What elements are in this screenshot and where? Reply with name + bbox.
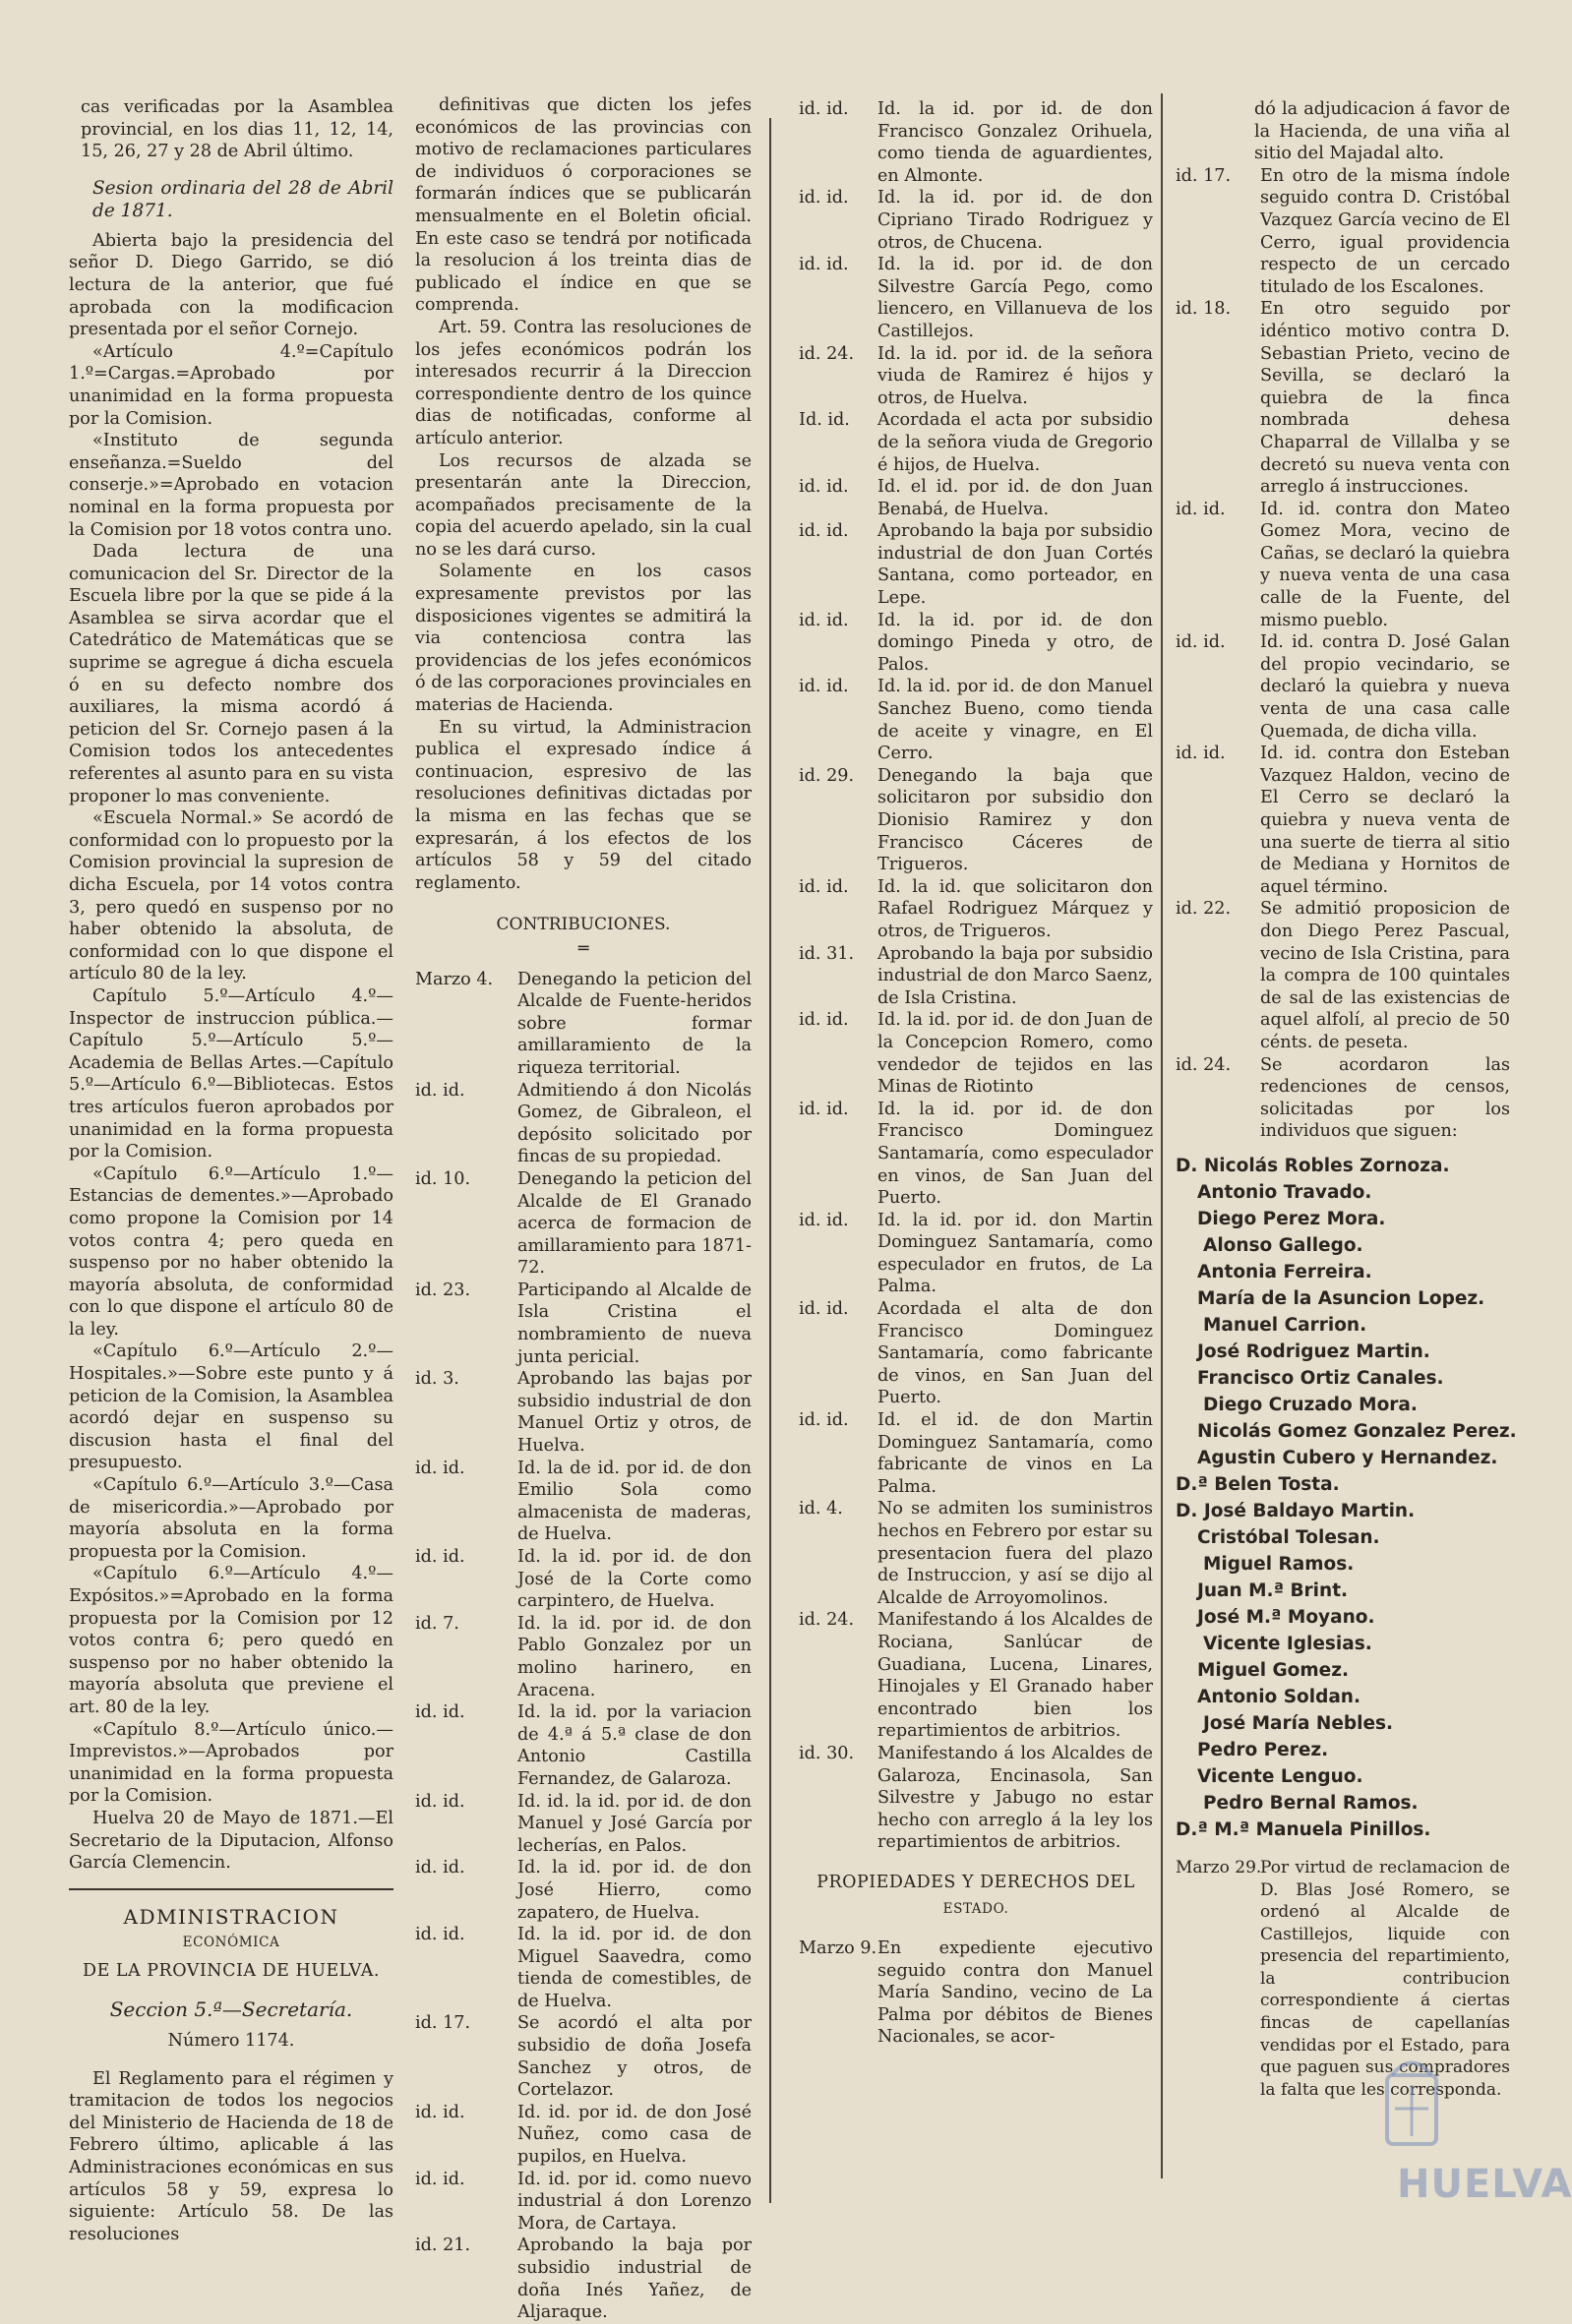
person-name: Vicente Iglesias. xyxy=(1203,1633,1372,1654)
resolution-entry xyxy=(1176,898,1510,1053)
entry-date: id. id. xyxy=(799,1099,849,1119)
entry-text: Denegando la baja que solicitaron por subsidio don Dionisio Ramirez y don Francisco Cáceres de Trigueros. xyxy=(877,765,1153,875)
person-name: Pedro Perez. xyxy=(1197,1739,1329,1760)
person-name: Agustin Cubero y Hernandez. xyxy=(1197,1447,1498,1468)
paragraph: En su virtud, la Administracion publica el expresado índice á continuacion, espresivo de las resoluciones definitivas dictadas por la misma en las fechas que se expresarán, á los efectos de los artículos 58 y 59 del citado reglamento. xyxy=(415,717,752,893)
entry-text: En expediente ejecutivo seguido contra don Manuel María Sandino, vecino de La Palma por débitos de Bienes Nacionales, se acor- xyxy=(877,1938,1153,2048)
entry-text: Id. la id. por id. de don José de la Corte como carpintero, de Huelva. xyxy=(517,1547,752,1612)
paragraph: «Artículo 4.º=Capítulo 1.º=Cargas.=Aprobado por unanimidad en la forma propuesta por la Comision. xyxy=(69,341,393,429)
resolution-entry xyxy=(799,98,1153,187)
entry-date: id. 22. xyxy=(1176,899,1232,920)
entry-text: Manifestando á los Alcaldes de Rociana, Sanlúcar de Guadiana, Lucena, Linares, Hinojales y El Granado haber encontrado bien los repartimientos de arbitrios. xyxy=(877,1610,1153,1742)
entry-date: id. id. xyxy=(415,1458,465,1478)
resolution-entry xyxy=(799,1498,1153,1609)
paragraph: Capítulo 5.º—Artículo 4.º—Inspector de instruccion pública.—Capítulo 5.º—Artículo 5.º—Academia de Bellas Artes.—Capítulo 5.º—Artículo 6.º—Bibliotecas. Estos tres artículos fueron aprobados por unanimidad en la forma propuesta por la Comision. xyxy=(69,985,393,1162)
paragraph: «Instituto de segunda enseñanza.=Sueldo del conserje.»=Aprobado en votacion nominal en la forma propuesta por la Comision por 18 votos contra uno. xyxy=(69,431,393,540)
entry-text: Admitiendo á don Nicolás Gomez, de Gibraleon, el depósito solicitado por fincas de su propiedad. xyxy=(517,1080,752,1167)
entry-text: Aprobando la baja por subsidio industrial de don Marco Saenz, de Isla Cristina. xyxy=(877,943,1153,1008)
entry-text: Id. la id. por id. de don Francisco Dominguez Santamaría, como especulador en vinos, de San Juan del Puerto. xyxy=(877,1099,1153,1209)
archive-stamp xyxy=(1303,2046,1572,2213)
column-4 xyxy=(1176,98,1517,2223)
paragraph: Abierta bajo la presidencia del señor D. Diego Garrido, se dió lectura de la anterior, que fué aprobada con la modificacion presentada por el señor Cornejo. xyxy=(69,230,393,340)
entry-date: id. id. xyxy=(415,2102,465,2122)
person-name: D.ª M.ª Manuela Pinillos. xyxy=(1176,1818,1431,1840)
resolution-entry xyxy=(415,2169,752,2235)
resolution-entry xyxy=(1176,631,1510,743)
resolution-entry xyxy=(1176,743,1510,898)
entry-text: En otro de la misma índole seguido contra D. Cristóbal Vazquez García vecino de El Cerro, igual providencia respecto de un cercado titulado de los Escalones. xyxy=(1260,165,1510,297)
entry-text: Por virtud de reclamacion de D. Blas José Romero, se ordenó al Alcalde de Castillejos, liquide con presencia del repartimiento, la contribucion correspondiente á ciertas fincas de capellanías vendidas por el Estado, para que paguen sus compradores la falta que les corresponda. xyxy=(1260,1857,1510,2100)
entry-date: id. 4. xyxy=(799,1499,843,1520)
reglamento-continuation xyxy=(415,94,752,894)
person-name: José M.ª Moyano. xyxy=(1197,1606,1375,1628)
entry-date: id. id. xyxy=(799,99,849,119)
resolution-entry xyxy=(799,187,1153,254)
paragraph: Solamente en los casos expresamente previstos por las disposiciones vigentes se admitirá la via contenciosa contra las providencias de los jefes económicos ó de las corporaciones provinciales en materias de Hacienda. xyxy=(415,562,752,716)
contributions-list-cont xyxy=(799,98,1153,1854)
entry-text: Id. la id. por id. de don Silvestre García Pego, como liencero, en Villanueva de los Castillejos. xyxy=(877,255,1153,341)
entry-text: Id. la id. que solicitaron don Rafael Rodriguez Márquez y otros, de Trigueros. xyxy=(877,876,1153,941)
entry-text: Id. la id. por id. de don domingo Pineda y otro, de Palos. xyxy=(877,610,1153,675)
paragraph: Huelva 20 de Mayo de 1871.—El Secretario de la Diputacion, Alfonso García Clemencin. xyxy=(69,1808,393,1874)
entry-date: id. id. xyxy=(1176,744,1226,764)
resolution-entry xyxy=(799,876,1153,943)
resolution-entry xyxy=(415,1857,752,1924)
redemption-names xyxy=(1176,1153,1517,1843)
person-name: José Rodriguez Martin. xyxy=(1197,1341,1430,1362)
resolution-entry xyxy=(799,1409,1153,1498)
entry-text: Se admitió proposicion de don Diego Perez Pascual, vecino de Isla Cristina, para la compra de 100 quintales de sal de las existencias de aquel alfolí, al precio de 50 cénts. de peseta. xyxy=(1260,899,1510,1052)
resolution-entry xyxy=(1176,1054,1510,1143)
resolution-entry xyxy=(799,520,1153,609)
person-name: Cristóbal Tolesan. xyxy=(1197,1526,1380,1548)
resolution-entry xyxy=(799,343,1153,410)
resolution-entry xyxy=(799,943,1153,1010)
entry-date: id. id. xyxy=(1176,632,1226,653)
entry-text: Denegando la peticion del Alcalde de Fuente-heridos sobre formar amillaramiento de la riqueza territorial. xyxy=(517,969,752,1078)
resolution-entry xyxy=(799,476,1153,520)
entry-text: Aprobando las bajas por subsidio industrial de don Manuel Ortiz y otros, de Huelva. xyxy=(517,1369,752,1457)
resolution-entry xyxy=(799,610,1153,677)
resolution-entry xyxy=(799,676,1153,764)
entry-date: id. id. xyxy=(799,610,849,630)
entry-date: id. 31. xyxy=(799,943,855,964)
resolution-entry xyxy=(415,2012,752,2101)
resolution-entry xyxy=(1176,165,1510,299)
entry-text: Manifestando á los Alcaldes de Galaroza, Encinasola, San Silvestre y Jabugo no estar hecho con arreglo á la ley los repartimientos de arbitrios. xyxy=(877,1743,1153,1853)
person-name: Juan M.ª Brint. xyxy=(1197,1579,1349,1601)
entry-text: Id. la id. por id. de la señora viuda de Ramirez é hijos y otros, de Huelva. xyxy=(877,343,1153,408)
entry-text: Acordada el alta de don Francisco Dominguez Santamaría, como fabricante de vinos, en San Juan del Puerto. xyxy=(877,1299,1153,1408)
resolution-entry xyxy=(415,1791,752,1858)
entry-date: id. id. xyxy=(415,2169,465,2189)
person-name: Vicente Lenguo. xyxy=(1197,1765,1363,1787)
person-name: José María Nebles. xyxy=(1203,1712,1394,1734)
person-name: D. José Baldayo Martin. xyxy=(1176,1500,1416,1521)
entry-text: En otro seguido por idéntico motivo contra D. Sebastian Prieto, vecino de Sevilla, se declaró la quiebra de la finca nombrada dehesa Chaparral de Villalba y se decretó su nueva venta con arreglo á instrucciones. xyxy=(1260,299,1510,498)
person-name: María de la Asuncion Lopez. xyxy=(1197,1287,1485,1309)
column-3 xyxy=(799,98,1153,2213)
paragraph: Los recursos de alzada se presentarán ante la Direccion, acompañados precisamente de la copia del acuerdo apelado, sin la cual no se les dará curso. xyxy=(415,450,752,560)
entry-text: Se acordaron las redenciones de censos, solicitadas por los individuos que siguen: xyxy=(1260,1054,1510,1142)
entry-date: id. 17. xyxy=(415,2013,471,2034)
resolution-entry xyxy=(1176,298,1510,498)
person-name: Nicolás Gomez Gonzalez Perez. xyxy=(1197,1420,1517,1442)
entry-date: id. id. xyxy=(415,1080,465,1101)
entry-date: id. id. xyxy=(799,1010,849,1031)
entry-date: Marzo 4. xyxy=(415,969,494,989)
column-2 xyxy=(415,94,752,2323)
person-name: Miguel Gomez. xyxy=(1197,1659,1350,1681)
section-title: Seccion 5.ª—Secretaría. xyxy=(109,1996,353,2021)
resolution-entry xyxy=(1176,499,1510,632)
crest-icon xyxy=(1377,2046,1446,2164)
resolution-entry xyxy=(415,2235,752,2323)
paragraph: «Capítulo 6.º—Artículo 4.º—Expósitos.»=Aprobado en la forma propuesta por la Comision por 12 votos contra 6; pero quedó en suspenso por no haber obtenido la mayoría absoluta que previene el art. 80 de la ley. xyxy=(69,1564,393,1717)
entry-date: id. id. xyxy=(415,1547,465,1567)
entry-date: id. id. xyxy=(799,1299,849,1320)
resolution-entry xyxy=(799,254,1153,342)
resolution-entry xyxy=(415,1546,752,1613)
opening-text: cas verificadas por la Asamblea provincial, en los dias 11, 12, 14, 15, 26, 27 y 28 de Abril último. xyxy=(81,97,393,162)
admin-subtitle: ECONÓMICA xyxy=(182,1935,280,1951)
resolution-entry xyxy=(415,1280,752,1368)
section-divider xyxy=(69,1888,393,1890)
entry-text: Id. id. contra don Esteban Vazquez Haldon, vecino de El Cerro se declaró la quiebra y nueva venta de una suerte de tierra al sitio de Mediana y Hornitos de aquel término. xyxy=(1260,744,1510,897)
resolution-entry xyxy=(415,1168,752,1280)
entry-text: Id. la id. por id. de don Pablo Gonzalez por un molino harinero, en Aracena. xyxy=(517,1613,752,1700)
entry-text: Denegando la peticion del Alcalde de El Granado acerca de formacion de amillaramiento para 1871-72. xyxy=(517,1168,752,1279)
entry-text: Id. la id. por id. de don Miguel Saavedra, como tienda de comestibles, de de Huelva. xyxy=(517,1925,752,2011)
entry-text: No se admiten los suministros hechos en Febrero por estar su presentacion fuera del plazo de Instruccion, y así se dijo al Alcalde de Arroyomolinos. xyxy=(877,1499,1153,1608)
column-1 xyxy=(69,96,393,2244)
entry-date: id. 29. xyxy=(799,765,855,786)
lead-text: dó la adjudicacion á favor de la Hacienda, de una viña al sitio del Majadal alto. xyxy=(1254,99,1510,164)
property-list xyxy=(1176,165,1510,1143)
entry-date: id. id. xyxy=(799,188,849,209)
resolution-entry xyxy=(799,1609,1153,1743)
property-subtitle: ESTADO. xyxy=(942,1900,1009,1917)
resolution-entry xyxy=(799,1743,1153,1854)
resolution-entry xyxy=(415,1613,752,1701)
entry-date: id. id. xyxy=(799,677,849,697)
session-minutes xyxy=(69,230,393,1875)
entry-text: Id. la de id. por id. de don Emilio Sola como almacenista de maderas, de Huelva. xyxy=(517,1458,752,1545)
property-title: PROPIEDADES Y DERECHOS DEL xyxy=(816,1872,1135,1892)
session-title: Sesion ordinaria del 28 de Abril de 1871. xyxy=(92,177,393,221)
entry-date: Marzo 9. xyxy=(799,1938,877,1959)
person-name: Diego Perez Mora. xyxy=(1197,1208,1386,1229)
person-name: Diego Cruzado Mora. xyxy=(1203,1394,1418,1415)
resolution-entry xyxy=(415,969,752,1080)
entry-text: Id. la id. por id. don Martin Dominguez Santamaría, como especulador en frutos, de La Palma. xyxy=(877,1210,1153,1297)
person-name: Antonia Ferreira. xyxy=(1197,1261,1372,1282)
entry-date: id. 23. xyxy=(415,1280,471,1300)
entry-date: id. 17. xyxy=(1176,165,1232,186)
resolution-entry xyxy=(799,1009,1153,1098)
paragraph: definitivas que dicten los jefes económicos de las provincias con motivo de reclamaciones particulares de individuos ó corporaciones se formarán índices que se publicarán mensualmente en el Boletin oficial. En este caso se tendrá por notificada la resolucion á los treinta dias de publicado el índice en que se comprenda. xyxy=(415,95,752,316)
entry-text: Id. la id. por id. de don Juan de la Concepcion Romero, como vendedor de tejidos en las Minas de Riotinto xyxy=(877,1010,1153,1098)
entry-text: Id. id. contra don Mateo Gomez Mora, vecino de Cañas, se declaró la quiebra y nueva venta de una casa calle de la Fuente, del mismo pueblo. xyxy=(1260,499,1510,630)
resolution-entry xyxy=(415,1368,752,1457)
person-name: D. Nicolás Robles Zornoza. xyxy=(1176,1155,1450,1176)
person-name: Antonio Travado. xyxy=(1197,1181,1372,1203)
entry-text: Se acordó el alta por subsidio de doña Josefa Sanchez y otros, de Cortelazor. xyxy=(517,2013,752,2101)
entry-text: Id. el id. por id. de don Juan Benabá, de Huelva. xyxy=(877,477,1153,519)
entry-date: id. 10. xyxy=(415,1168,471,1189)
resolution-entry xyxy=(415,1924,752,2012)
column-rule xyxy=(769,118,771,2203)
contributions-title: CONTRIBUCIONES. xyxy=(496,915,671,935)
contributions-list xyxy=(415,969,752,2324)
entry-text: Aprobando la baja por subsidio industrial de don Juan Cortés Santana, como porteador, en Lepe. xyxy=(877,521,1153,609)
reglamento-text: El Reglamento para el régimen y tramitacion de todos los negocios del Ministerio de Hacienda de 18 de Febrero último, aplicable á las Administraciones económicas en sus artículos 58 y 59, expresa lo siguiente: Artículo 58. De las resoluciones xyxy=(69,2068,393,2244)
entry-date: id. 3. xyxy=(415,1369,459,1390)
entry-date: Marzo 29. xyxy=(1176,1857,1262,1877)
entry-date: id. id. xyxy=(415,1702,465,1723)
entry-text: Acordada el acta por subsidio de la señora viuda de Gregorio é hijos, de Huelva. xyxy=(877,410,1153,475)
entry-text: Id. la id. por id. de don José Hierro, como zapatero, de Huelva. xyxy=(517,1858,752,1923)
entry-date: id. id. xyxy=(415,1791,465,1812)
resolution-entry xyxy=(415,2102,752,2169)
entry-date: id. id. xyxy=(799,477,849,498)
entry-text: Aprobando la baja por subsidio industrial de doña Inés Yañez, de Aljaraque. xyxy=(517,2235,752,2323)
person-name: Pedro Bernal Ramos. xyxy=(1203,1792,1419,1814)
property-entry xyxy=(799,1937,1153,2049)
watermark-text: HUELVA xyxy=(1397,2162,1572,2207)
person-name: Francisco Ortiz Canales. xyxy=(1197,1367,1444,1389)
entry-date: id. 30. xyxy=(799,1743,855,1763)
entry-date: id. id. xyxy=(415,1925,465,1945)
resolution-entry xyxy=(799,409,1153,476)
admin-title: ADMINISTRACION xyxy=(123,1904,339,1929)
person-name: Alonso Gallego. xyxy=(1203,1234,1363,1256)
entry-text: Id. la id. por id. de don Cipriano Tirado Rodriguez y otros, de Chucena. xyxy=(877,188,1153,253)
document-number: Número 1174. xyxy=(167,2031,295,2052)
resolution-entry xyxy=(415,1458,752,1546)
entry-date: id. 24. xyxy=(1176,1054,1232,1075)
entry-date: id. id. xyxy=(799,1210,849,1230)
person-name: Miguel Ramos. xyxy=(1203,1553,1355,1575)
entry-text: Id. la id. por id. de don Francisco Gonzalez Orihuela, como tienda de aguardientes, en Almonte. xyxy=(877,99,1153,186)
entry-date: id. 7. xyxy=(415,1613,459,1634)
entry-date: id. id. xyxy=(415,1858,465,1878)
person-name: Antonio Soldan. xyxy=(1197,1686,1361,1707)
entry-text: Id. id. la id. por id. de don Manuel y José García por lecherías, en Palos. xyxy=(517,1791,752,1856)
resolution-entry xyxy=(415,1701,752,1790)
paragraph: «Escuela Normal.» Se acordó de conformidad con lo propuesto por la Comision provincial la supresion de dicha Escuela, por 14 votos contra 3, pero quedó en suspenso por no haber obtenido la absoluta, de conformidad con lo que dispone el artículo 80 de la ley. xyxy=(69,808,393,984)
resolution-entry xyxy=(415,1080,752,1168)
entry-date: id. 24. xyxy=(799,1610,855,1631)
person-name: Manuel Carrion. xyxy=(1203,1314,1367,1336)
paragraph: Dada lectura de una comunicacion del Sr. Director de la Escuela libre por la que se pide á la Asamblea se sirva acordar que el Catedrático de Matemáticas que se suprime se agregue á dicha escuela ó en su defecto nombre dos auxiliares, la misma acordó á peticion del Sr. Cornejo pasen á la Comision todos los antecedentes referentes al asunto para en su vista proponer lo mas conveniente. xyxy=(69,542,393,806)
paragraph: «Capítulo 8.º—Artículo único.—Imprevistos.»—Aprobados por unanimidad en la forma propuesta por la Comision. xyxy=(69,1719,393,1807)
entry-text: Id. id. por id. de don José Nuñez, como casa de pupilos, en Huelva. xyxy=(517,2102,752,2168)
paragraph: «Capítulo 6.º—Artículo 2.º—Hospitales.»—Sobre este punto y á peticion de la Comision, la Asamblea acordó dejar en suspenso su discusion hasta el final del presupuesto. xyxy=(69,1341,393,1473)
resolution-entry xyxy=(799,1298,1153,1409)
resolution-entry xyxy=(799,765,1153,876)
entry-date: Id. id. xyxy=(799,410,850,431)
entry-text: Id. id. contra D. José Galan del propio vecindario, se declaró la quiebra y nueva venta de una casa calle Quemada, de dicha villa. xyxy=(1260,632,1510,742)
entry-date: id. 24. xyxy=(799,343,855,364)
entry-text: Participando al Alcalde de Isla Cristina el nombramiento de nueva junta pericial. xyxy=(517,1280,752,1367)
title-rule: ═ xyxy=(577,938,589,959)
entry-text: Id. el id. de don Martin Dominguez Santamaría, como fabricante de vinos en La Palma. xyxy=(877,1410,1153,1497)
paragraph: Art. 59. Contra las resoluciones de los jefes económicos podrán los interesados recurrir á la Direccion correspondiente dentro de los quince dias de notificadas, conforme al artículo anterior. xyxy=(415,317,752,448)
entry-date: id. id. xyxy=(799,876,849,897)
resolution-entry xyxy=(799,1099,1153,1210)
entry-text: Id. la id. por la variacion de 4.ª á 5.ª clase de don Antonio Castilla Fernandez, de Galaroza. xyxy=(517,1702,752,1789)
entry-date: id. 21. xyxy=(415,2235,471,2256)
column-rule xyxy=(1161,93,1163,2178)
person-name: D.ª Belen Tosta. xyxy=(1176,1473,1340,1495)
admin-province: DE LA PROVINCIA DE HUELVA. xyxy=(83,1960,380,1981)
entry-date: id. 18. xyxy=(1176,299,1232,320)
entry-text: Id. id. por id. como nuevo industrial á don Lorenzo Mora, de Cartaya. xyxy=(517,2169,752,2234)
entry-date: id. id. xyxy=(799,255,849,275)
paragraph: «Capítulo 6.º—Artículo 3.º—Casa de misericordia.»—Aprobado por mayoría absoluta en la forma propuesta por la Comision. xyxy=(69,1475,393,1562)
entry-date: id. id. xyxy=(799,521,849,542)
entry-date: id. id. xyxy=(1176,499,1226,519)
resolution-entry xyxy=(799,1210,1153,1298)
paragraph: «Capítulo 6.º—Artículo 1.º—Estancias de dementes.»—Aprobado como propone la Comision por 14 votos contra 4; pero queda en suspenso por no haber obtenido la mayoría absoluta, de conformidad con lo que dispone el artículo 80 de la ley. xyxy=(69,1163,393,1340)
entry-text: Id. la id. por id. de don Manuel Sanchez Bueno, como tienda de aceite y vinagre, en El Cerro. xyxy=(877,677,1153,764)
entry-date: id. id. xyxy=(799,1410,849,1431)
